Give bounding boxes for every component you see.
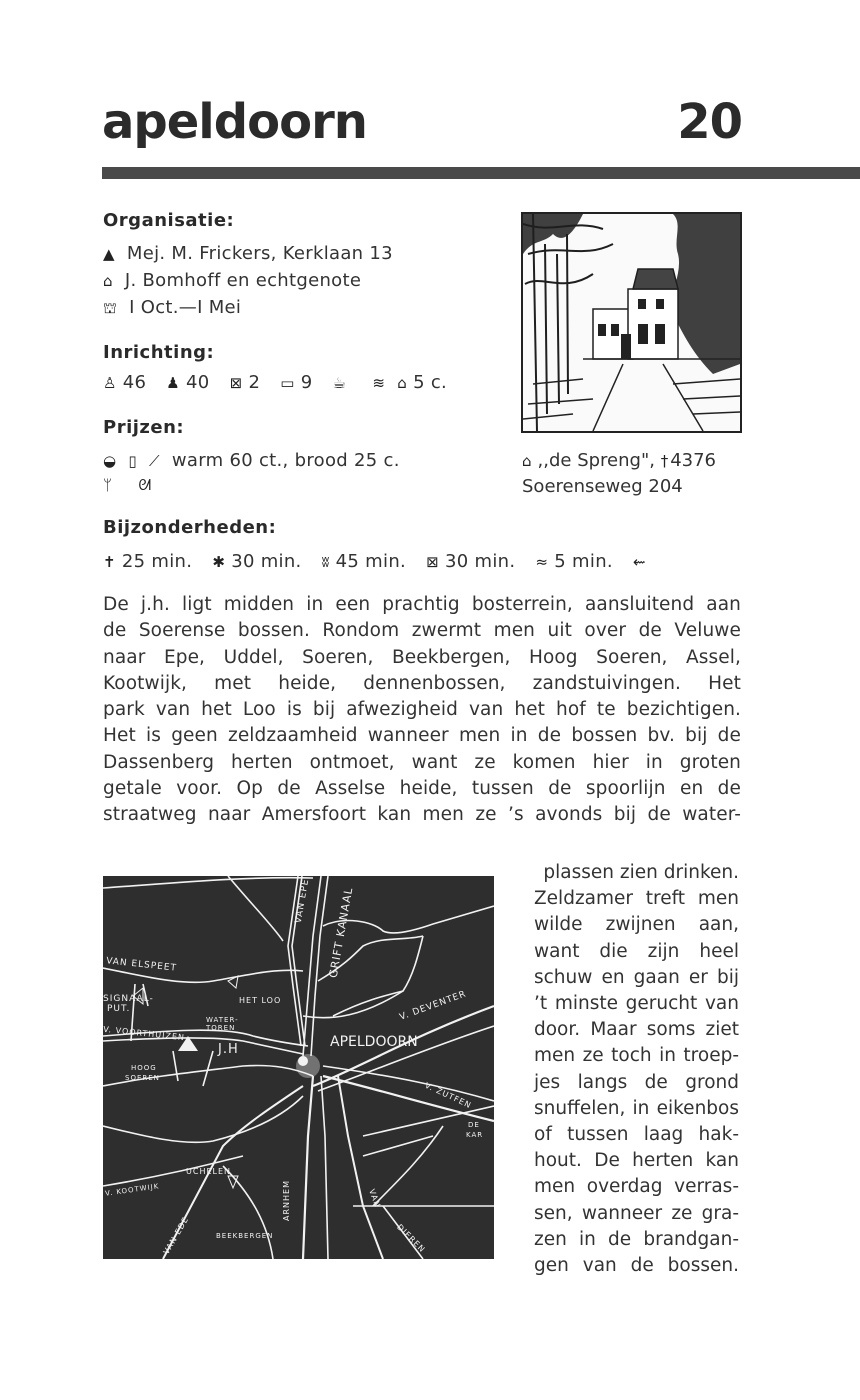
title-rule [102, 167, 860, 179]
map-label-beekbergen: BEEKBERGEN [216, 1232, 274, 1240]
map-label-v-deventer: V. DEVENTER [398, 989, 468, 1023]
hostel-name: ,,de Spreng", [537, 450, 655, 471]
text-line: jes langs de grond [534, 1071, 739, 1093]
house-warden-icon: ⌂ [103, 272, 113, 290]
boat-icon: ⇜ [632, 553, 646, 571]
page-number: 20 [677, 94, 742, 150]
map-label-signaal: SIGNAAL- [103, 994, 154, 1004]
description-text [103, 592, 741, 829]
distance-swimming: 5 min. [554, 551, 613, 572]
map-label-v-kootwijk: V. KOOTWIJK [104, 1182, 160, 1198]
map-roads [103, 876, 494, 1259]
female-beds-count: 40 [186, 372, 210, 393]
map-label-soeren: SOEREN [125, 1074, 160, 1082]
map-label-put: PUT. [107, 1004, 131, 1014]
text-line: hout. De herten kan [534, 1150, 739, 1172]
bottle-icon: ▯ [128, 452, 137, 470]
text-line: of tussen laag hak- [534, 1124, 739, 1146]
page-title: apeldoorn [102, 94, 367, 150]
map-label-grift-kanaal: GRIFT KANAAL [326, 886, 356, 979]
text-line: gen van de bossen. [534, 1255, 739, 1277]
text-line: schuw en gaan er bij [534, 966, 739, 988]
post-office-icon: ⊠ [426, 553, 439, 571]
dormitory-icon: ⊠ [229, 374, 243, 392]
map-label-toren: TOREN [206, 1024, 236, 1032]
bed-room-icon: ▭ [280, 374, 295, 392]
map-label-de: DE [468, 1121, 480, 1129]
text-line: want die zijn heel [534, 940, 739, 962]
map-label-van-ede: VAN EDE [161, 1214, 191, 1257]
fork-icon: ⟋ [149, 452, 160, 470]
organisatie-text: I Oct.—I Mei [129, 297, 242, 318]
bed-room-count: 9 [300, 372, 313, 393]
map-label-van: VAN [367, 1187, 383, 1210]
male-beds-count: 46 [122, 372, 147, 393]
distance-church: 25 min. [121, 551, 193, 572]
organisatie-row-closed [103, 297, 241, 319]
swimming-icon: ≈ [535, 553, 549, 571]
cooking-pot-icon: ☕ [332, 374, 347, 392]
map-label-apeldoorn: APELDOORN [330, 1034, 418, 1050]
pipe-icon: ᘛ [138, 476, 152, 494]
map-label-voorthuizen: V. VOORTHUIZEN [103, 1024, 186, 1043]
map-label-van-epe: VAN EPE [293, 877, 312, 925]
map-label-kar: KAR [466, 1131, 484, 1139]
text-line: snuffelen, in eikenbos [534, 1097, 739, 1119]
meal-icon: ◒ [103, 452, 117, 470]
text-line: Zeldzamer treft men [534, 888, 739, 910]
closed-period-icon: ⛫ [103, 299, 118, 317]
text-line: straatweg naar Amersfoort kan men ze ’s avonds bij de water- [103, 804, 741, 826]
prijzen-row-meals [103, 450, 400, 471]
hostel-street: Soerenseweg 204 [522, 476, 683, 497]
text-line: plassen zien drinken. [543, 862, 739, 883]
text-line: door. Maar soms ziet [534, 1019, 739, 1041]
map-label-uchelen: UCHELEN [186, 1167, 232, 1176]
cutlery-icon: ᛘ [103, 476, 113, 494]
bijzonderheden-heading: Bijzonderheden: [103, 517, 277, 538]
inrichting-heading: Inrichting: [103, 342, 215, 363]
dormitory-count: 2 [248, 372, 261, 393]
female-beds-icon: ♟ [166, 374, 181, 392]
prijzen-row-extras [103, 474, 157, 495]
text-line: naar Epe, Uddel, Soeren, Beekbergen, Hoog Soeren, Assel, [103, 646, 741, 668]
map-label-het-loo: HET LOO [239, 996, 282, 1005]
text-line: men overdag verras- [534, 1176, 739, 1198]
text-line: getale voor. Op de Asselse heide, tussen de spoorlijn en de [103, 778, 741, 800]
map-label-water: WATER- [206, 1016, 239, 1024]
organisatie-text: J. Bomhoff en echtgenote [124, 270, 362, 291]
telephone-icon: † [660, 452, 669, 470]
organisatie-row-houseparents [103, 270, 361, 291]
text-line: De j.h. ligt midden in een prachtig bosterrein, aansluitend aan [103, 594, 741, 615]
prijzen-heading: Prijzen: [103, 417, 185, 438]
map-label-jh: J.H [218, 1042, 239, 1057]
organisatie-heading: Organisatie: [103, 210, 235, 231]
hostel-photo [521, 212, 742, 433]
area-map [103, 876, 494, 1259]
distance-station: 30 min. [231, 551, 302, 572]
station-icon: ✱ [212, 553, 226, 571]
hostel-drawing [523, 214, 740, 431]
text-line: men ze toch in troep- [534, 1045, 739, 1067]
prijzen-text: warm 60 ct., brood 25 c. [171, 450, 400, 471]
organisatie-row-warden [103, 243, 393, 264]
wash-facility-icon: ≋ [372, 374, 386, 392]
male-beds-icon: ♙ [103, 374, 117, 392]
text-line: ’t minste gerucht van [534, 993, 739, 1015]
map-label-hoog: HOOG [131, 1064, 157, 1072]
text-line: Kootwijk, met heide, dennenbossen, zandstuivingen. Het [103, 672, 741, 694]
text-line: park van het Loo is bij afwezigheid van het hof te bezichtigen. [103, 699, 741, 721]
map-label-dieren: DIEREN [395, 1222, 428, 1255]
text-line: Het is geen zeldzaamheid wanneer men in de bossen bv. bij de [103, 725, 741, 747]
map-label-arnhem: ARNHEM [282, 1180, 291, 1221]
shower-icon: ⌂ [397, 374, 408, 392]
distance-post-office: 30 min. [444, 551, 516, 572]
hostel-caption-name [522, 450, 716, 471]
hostel-phone: 4376 [670, 450, 717, 471]
map-label-v-zutfen: V. ZUTFEN [423, 1080, 473, 1111]
text-line: de Soerense bossen. Rondom zwermt men uit over de Veluwe [103, 620, 741, 642]
text-line: sen, wanneer ze gra- [534, 1202, 739, 1224]
church-icon: ✝ [103, 553, 116, 571]
triangle-tent-icon: ▲ [103, 245, 115, 263]
text-line: zen in de brandgan- [534, 1228, 739, 1250]
distance-tram: 45 min. [335, 551, 407, 572]
text-line: wilde zwijnen aan, [534, 914, 739, 936]
shower-count: 5 c. [413, 372, 448, 393]
hostel-icon: ⌂ [522, 452, 532, 470]
description-side-text [534, 860, 739, 1279]
tram-icon: ʬ [321, 553, 330, 571]
organisatie-text: Mej. M. Frickers, Kerklaan 13 [126, 243, 393, 264]
bijzonderheden-row [103, 551, 652, 572]
inrichting-row [103, 372, 447, 393]
map-label-van-elspeet: VAN ELSPEET [105, 956, 178, 974]
text-line: Dassenberg herten ontmoet, want ze komen hier in groten [103, 751, 741, 773]
